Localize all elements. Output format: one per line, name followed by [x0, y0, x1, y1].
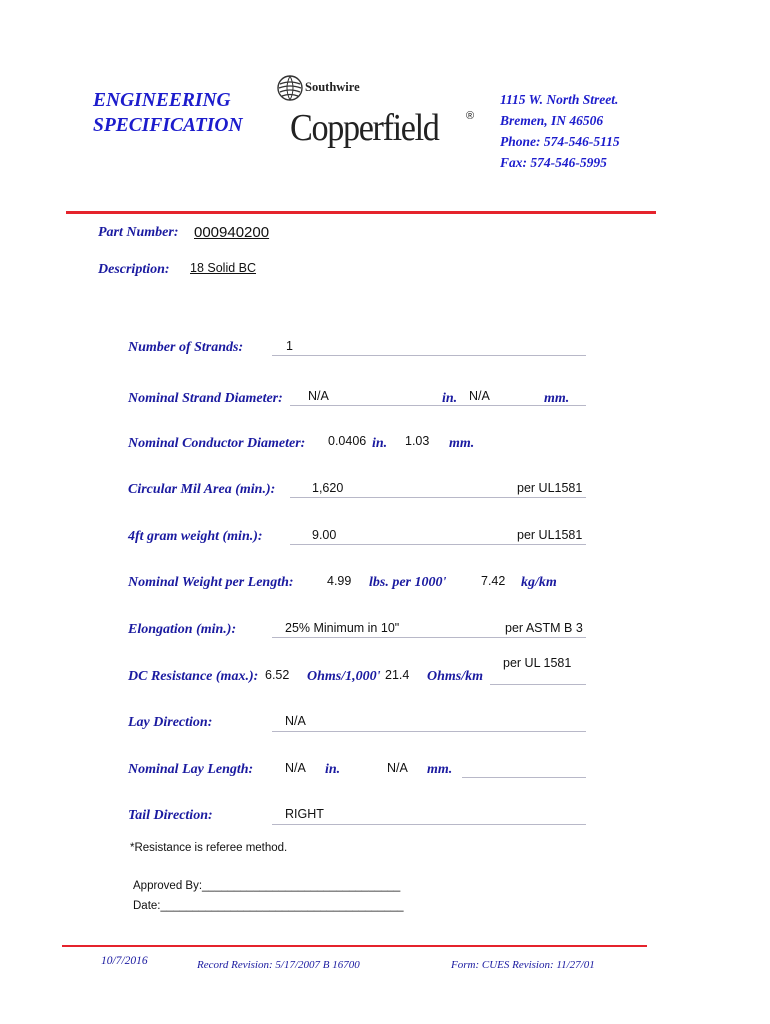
date-line: Date:______________________________________ [133, 900, 404, 912]
strand-diameter-rule [290, 405, 586, 406]
strand-diameter-mm-unit: mm. [544, 391, 570, 406]
resistance-note: *Resistance is referee method. [130, 842, 288, 854]
lay-length-in-unit: in. [325, 762, 341, 777]
strands-rule [272, 355, 586, 356]
weight-kg-unit: kg/km [521, 575, 557, 590]
weight-lbs-value: 4.99 [327, 574, 352, 588]
header-divider [66, 211, 656, 214]
lay-length-mm-unit: mm. [427, 762, 453, 777]
tail-direction-rule [272, 824, 586, 825]
strands-label: Number of Strands: [128, 340, 244, 355]
part-number-value: 000940200 [194, 224, 270, 241]
circular-mil-area-ref: per UL1581 [517, 481, 583, 495]
lay-direction-rule [272, 731, 586, 732]
footer-date: 10/7/2016 [101, 955, 148, 967]
dc-resistance-ohm-unit: Ohms/1,000' [307, 669, 381, 684]
dc-resistance-ohm-value: 6.52 [265, 668, 290, 682]
doc-title-line2: SPECIFICATION [93, 115, 243, 136]
tail-direction-value: RIGHT [285, 807, 324, 821]
footer-divider [62, 945, 647, 947]
weight-kg-value: 7.42 [481, 574, 506, 588]
strand-diameter-in-value: N/A [308, 389, 329, 403]
circular-mil-area-value: 1,620 [312, 481, 344, 495]
address-city: Bremen, IN 46506 [500, 113, 604, 128]
phone-number: Phone: 574-546-5115 [500, 134, 620, 149]
approved-by-line: Approved By:_______________________________ [133, 880, 401, 892]
strand-diameter-in-unit: in. [442, 391, 458, 406]
gram-weight-ref: per UL1581 [517, 528, 583, 542]
footer-record-revision: Record Revision: 5/17/2007 B 16700 [197, 959, 360, 971]
dc-resistance-rule [490, 684, 586, 685]
logo-brand-name: Copperfield [290, 107, 439, 149]
tail-direction-label: Tail Direction: [128, 808, 213, 823]
southwire-globe-icon [276, 74, 304, 102]
logo-registered-mark: ® [466, 110, 475, 122]
weight-lbs-unit: lbs. per 1000' [369, 575, 447, 590]
description-value: 18 Solid BC [190, 261, 257, 275]
elongation-rule [272, 637, 586, 638]
description-label: Description: [98, 262, 170, 277]
lay-direction-value: N/A [285, 714, 306, 728]
dc-resistance-label: DC Resistance (max.): [128, 669, 259, 684]
conductor-diameter-in-unit: in. [372, 436, 388, 451]
weight-label: Nominal Weight per Length: [128, 575, 294, 590]
gram-weight-value: 9.00 [312, 528, 337, 542]
address-street: 1115 W. North Street. [500, 92, 619, 107]
elongation-ref: per ASTM B 3 [505, 621, 583, 635]
conductor-diameter-label: Nominal Conductor Diameter: [128, 436, 306, 451]
conductor-diameter-in-value: 0.0406 [328, 434, 367, 448]
dc-resistance-km-value: 21.4 [385, 668, 410, 682]
fax-number: Fax: 574-546-5995 [500, 155, 607, 170]
dc-resistance-km-unit: Ohms/km [427, 669, 484, 684]
gram-weight-rule [290, 544, 586, 545]
doc-title [93, 88, 243, 138]
company-address [500, 89, 620, 173]
conductor-diameter-mm-unit: mm. [449, 436, 475, 451]
strand-diameter-mm-value: N/A [469, 389, 490, 403]
company-logo [274, 74, 484, 154]
footer-form-revision: Form: CUES Revision: 11/27/01 [451, 959, 595, 971]
lay-length-in-value: N/A [285, 761, 306, 775]
circular-mil-area-rule [290, 497, 586, 498]
circular-mil-area-label: Circular Mil Area (min.): [128, 482, 276, 497]
conductor-diameter-mm-value: 1.03 [405, 434, 430, 448]
strand-diameter-label: Nominal Strand Diameter: [128, 391, 283, 406]
dc-resistance-ref: per UL 1581 [503, 656, 572, 670]
logo-company-name: Southwire [305, 80, 360, 94]
elongation-value: 25% Minimum in 10" [285, 621, 400, 635]
lay-direction-label: Lay Direction: [128, 715, 213, 730]
doc-title-line1: ENGINEERING [93, 90, 231, 111]
elongation-label: Elongation (min.): [128, 622, 237, 637]
part-number-label: Part Number: [98, 225, 179, 240]
strands-value: 1 [286, 339, 293, 353]
lay-length-mm-value: N/A [387, 761, 408, 775]
gram-weight-label: 4ft gram weight (min.): [128, 529, 263, 544]
lay-length-label: Nominal Lay Length: [128, 762, 254, 777]
lay-length-rule [462, 777, 586, 778]
